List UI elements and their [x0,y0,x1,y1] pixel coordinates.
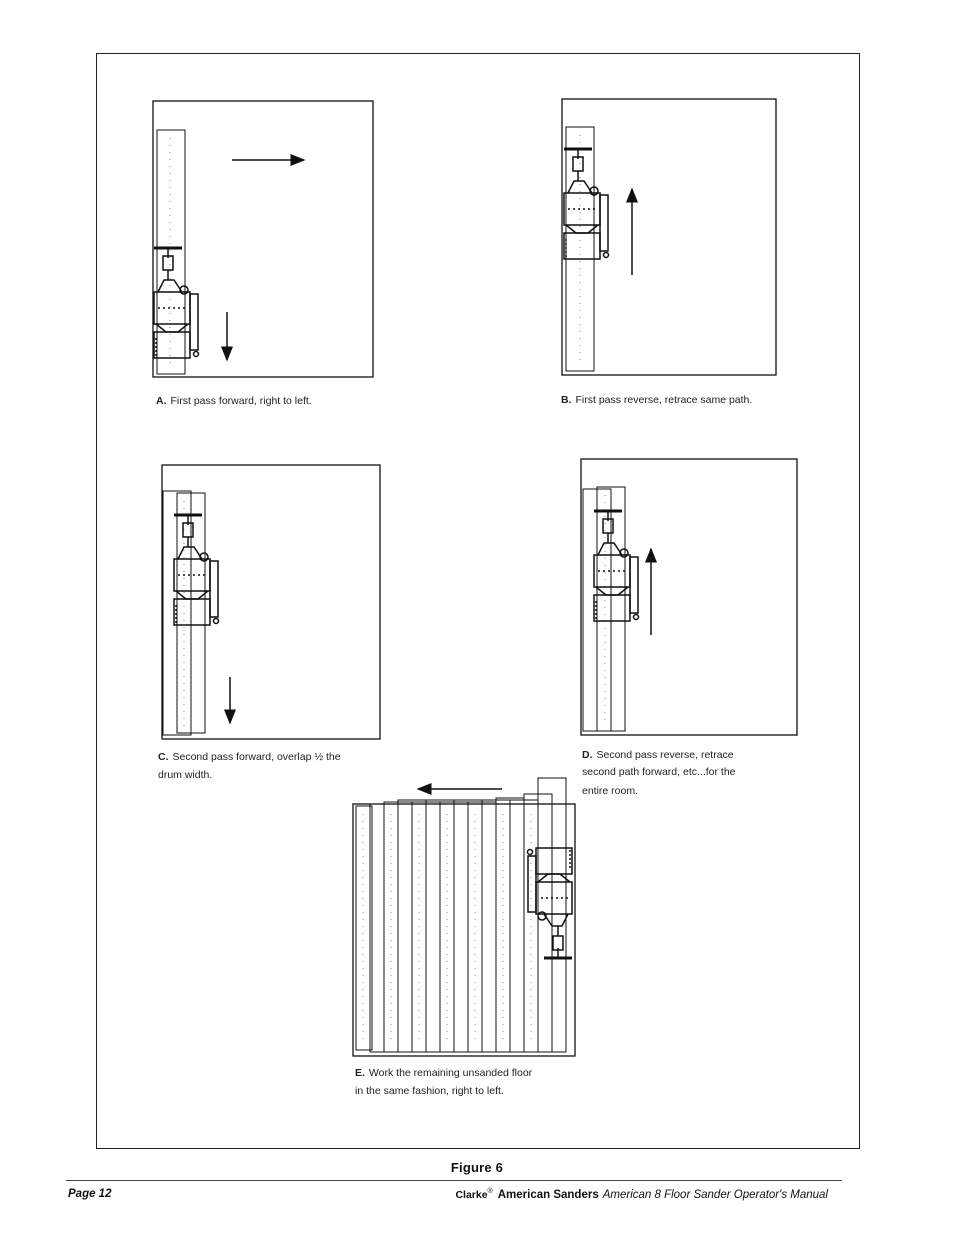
caption-b [561,391,752,409]
caption-b-letter: B. [561,394,572,406]
caption-a-text: First pass forward, right to left. [170,395,312,407]
registered-mark: ® [487,1188,493,1195]
caption-b-text: First pass reverse, retrace same path. [575,394,753,406]
figure-title: Figure 6 [450,1160,504,1175]
footer-brand: Clarke [455,1188,488,1201]
diagram-panel-d [577,455,801,739]
caption-d-letter: D. [582,749,593,761]
diagram-panel-b [558,95,782,379]
caption-d [582,747,736,800]
caption-d-line3: entire room. [582,785,639,797]
caption-e-line1: Work the remaining unsanded floor [368,1067,533,1079]
caption-e-letter: E. [355,1067,365,1079]
diagram-panel-c [158,461,384,743]
caption-d-line1: Second pass reverse, retrace [596,749,734,761]
caption-c-line1: Second pass forward, overlap ½ the [172,751,341,763]
footer-rule [66,1180,842,1181]
caption-e-line2: in the same fashion, right to left. [355,1085,504,1097]
caption-c-line2: drum width. [158,769,213,781]
caption-c [158,748,341,784]
footer-manual: American 8 Floor Sander Operator's Manual [602,1188,828,1201]
page-number: Page 12 [68,1188,112,1200]
caption-d-line2: second path forward, etc...for the [582,766,736,778]
diagram-panel-a [150,98,380,382]
caption-c-letter: C. [158,751,169,763]
caption-a [156,392,312,410]
footer-company: American Sanders [497,1188,599,1201]
footer-manual-title [455,1188,828,1201]
diagram-panel-e [350,774,580,1060]
caption-a-letter: A. [156,395,167,407]
caption-e [355,1064,532,1100]
